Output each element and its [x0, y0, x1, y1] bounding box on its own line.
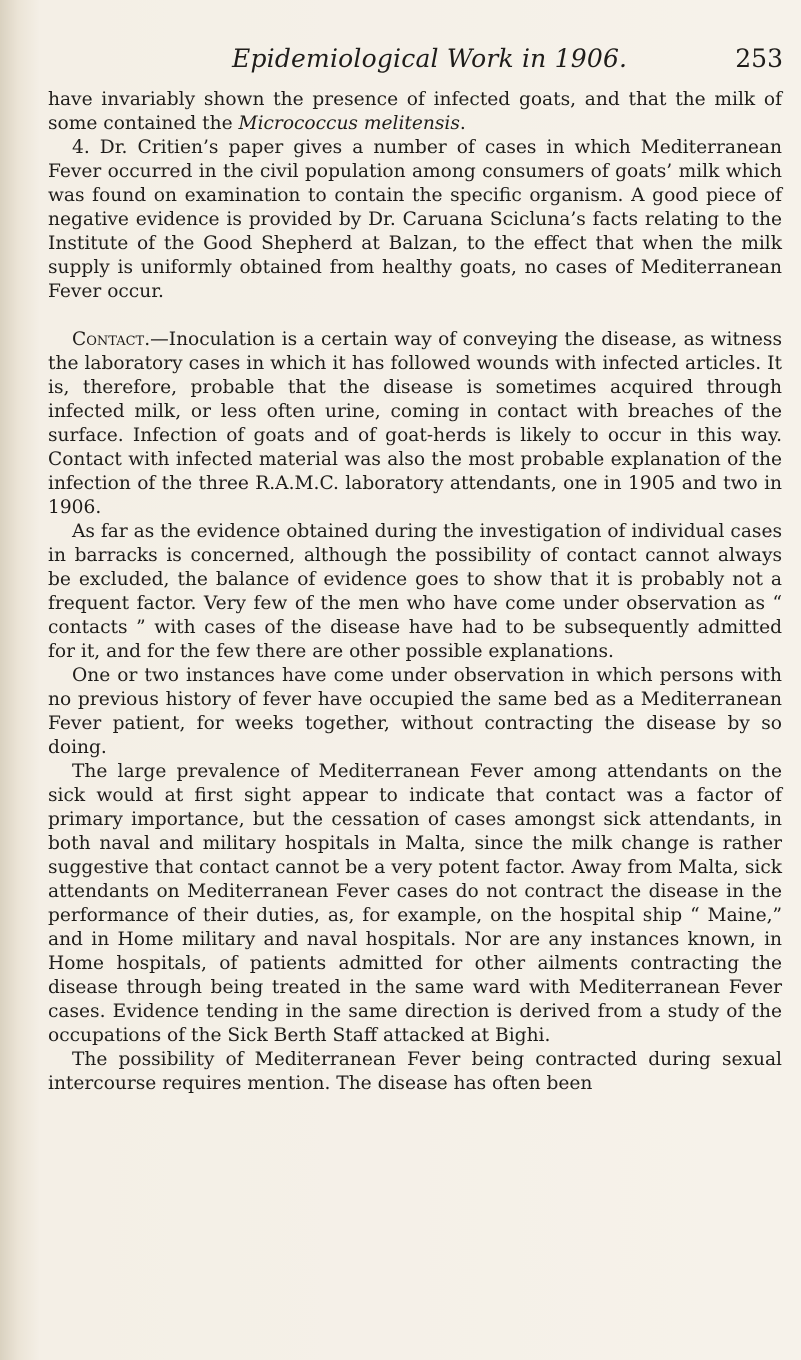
- running-title: Epidemiological Work in 1906.: [232, 44, 628, 73]
- paragraph-text: The possibility of Mediterranean Fever being contracted during sexual intercourse requires mention. The disease has often been: [48, 1049, 782, 1094]
- section-heading-contact: Contact.: [72, 329, 151, 350]
- paragraph-text: have invariably shown the presence of infected goats, and that the milk of some contained the: [48, 89, 782, 134]
- species-name: Micrococcus melitensis: [238, 113, 460, 134]
- page-header: [0, 44, 801, 84]
- paragraph-critien: [48, 136, 782, 304]
- paragraph-attendants: [48, 760, 782, 1048]
- paragraph-same-bed: [48, 664, 782, 760]
- paragraph-sexual-intercourse: [48, 1048, 782, 1096]
- paragraph-text: —Inoculation is a certain way of conveying the disease, as witness the laboratory cases in which it has followed wounds with infected articles. It is, therefore, probable that the disease is sometimes acquired through infected milk, or less often urine, coming in contact with breaches of the surface. Infection of goats and of goat-herds is likely to occur in this way. Contact with infected material was also the most probable explanation of the infection of the three R.A.M.C. laboratory attendants, one in 1905 and two in 1906.: [48, 329, 782, 518]
- paragraph-barracks: [48, 520, 782, 664]
- paragraph-text-end: .: [459, 113, 466, 134]
- paragraph-milk-continuation: [48, 88, 782, 136]
- paragraph-text: The large prevalence of Mediterranean Fever among attendants on the sick would at first sight appear to indicate that contact was a factor of primary importance, but the cessation of cases amongst sick attendants, in both naval and military hospitals in Malta, since the milk change is rather suggestive that contact cannot be a very potent factor. Away from Malta, sick attendants on Mediterranean Fever cases do not contract the disease in the performance of their duties, as, for example, on the hospital ship “ Maine,” and in Home military and naval hospitals. Nor are any instances known, in Home hospitals, of patients admitted for other ailments contracting the disease through being treated in the same ward with Mediterranean Fever cases. Evidence tending in the same direction is derived from a study of the occupations of the Sick Berth Staff attacked at Bighi.: [48, 761, 782, 1046]
- paragraph-contact: [48, 328, 782, 520]
- paragraph-text: One or two instances have come under observation in which persons with no previous history of fever have occupied the same bed as a Mediterranean Fever patient, for weeks together, without contracting the disease by so doing.: [48, 665, 782, 758]
- body-text: [48, 88, 782, 1096]
- page-number: 253: [735, 44, 783, 73]
- paragraph-text: As far as the evidence obtained during the investigation of individual cases in barracks is concerned, although the possibility of contact cannot always be excluded, the balance of evidence goes to show that it is probably not a frequent factor. Very few of the men who have come under observation as “ contacts ” with cases of the disease have had to be subsequently admitted for it, and for the few there are other possible explanations.: [48, 521, 782, 662]
- paragraph-text: 4. Dr. Critien’s paper gives a number of cases in which Mediterranean Fever occurred in the civil population among consumers of goats’ milk which was found on examination to contain the specific organism. A good piece of negative evidence is provided by Dr. Caruana Scicluna’s facts relating to the Institute of the Good Shepherd at Balzan, to the effect that when the milk supply is uniformly obtained from healthy goats, no cases of Mediterranean Fever occur.: [48, 137, 782, 302]
